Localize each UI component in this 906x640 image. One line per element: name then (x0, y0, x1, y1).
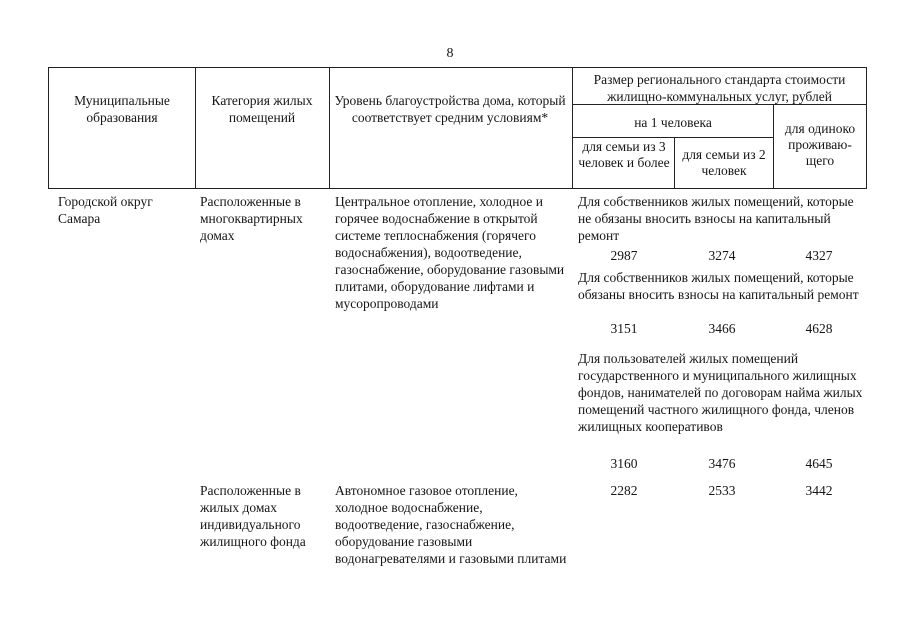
col-divider-1 (195, 67, 196, 189)
group4-family2-value: 2533 (708, 483, 736, 498)
group3-label: Для пользователей жилых помещений государственного и муниципального жилищных фондов, нанимателей по договорам найма жилых помещений частного жилищного фонда, членов жилищных кооперативов (578, 351, 863, 434)
municipality-name: Городской округ Самара (58, 194, 153, 226)
col-divider-5 (773, 104, 774, 189)
col-divider-4 (674, 137, 675, 189)
group3-single-value: 4645 (805, 456, 833, 471)
header-family-3: для семьи из 3 человек и более (578, 139, 670, 170)
category-individual-houses: Расположенные в жилых домах индивидуального жилищного фонда (200, 483, 306, 549)
group2-family2-value: 3466 (708, 321, 736, 336)
group3-family3-value: 3160 (610, 456, 638, 471)
header-single: для одиноко проживаю-щего (784, 121, 856, 168)
group1-label: Для собственников жилых помещений, которые не обязаны вносить взносы на капитальный ремонт (578, 194, 854, 243)
category-apartment-buildings: Расположенные в многоквартирных домах (200, 194, 303, 243)
amenities-apartment-buildings: Центральное отопление, холодное и горячее водоснабжение в открытой системе теплоснабжения (горячего водоснабжения), водоотведение, газоснабжение, оборудование газовыми плитами, оборудование лифтами и мусоропроводами (335, 194, 565, 311)
group3-family2-value: 3476 (708, 456, 736, 471)
group2-family3-value: 3151 (610, 321, 638, 336)
subheader-line-2 (572, 137, 773, 138)
table-left-border (48, 67, 49, 189)
header-amenities: Уровень благоустройства дома, который соответствует средним условиям* (334, 93, 566, 125)
header-per-person: на 1 человека (634, 115, 712, 130)
table-top-border (48, 67, 867, 68)
header-municipality: Муниципальные образования (74, 93, 170, 125)
table-right-border (866, 67, 867, 189)
group1-single-value: 4327 (805, 248, 833, 263)
page-number: 8 (446, 46, 454, 61)
header-family-2: для семьи из 2 человек (682, 147, 766, 178)
col-divider-2 (329, 67, 330, 189)
amenities-individual-houses: Автономное газовое отопление, холодное водоснабжение, водоотведение, газоснабжение, оборудование газовыми водонагревателями и газовыми плитами (335, 483, 567, 566)
col-divider-3 (572, 67, 573, 189)
table-header-bottom-border (48, 188, 867, 189)
group2-label: Для собственников жилых помещений, которые обязаны вносить взносы на капитальный ремонт (578, 270, 859, 302)
header-category: Категория жилых помещений (211, 93, 313, 125)
header-standard-size: Размер регионального стандарта стоимости жилищно-коммунальных услуг, рублей (593, 72, 846, 104)
group1-family2-value: 3274 (708, 248, 736, 263)
group2-single-value: 4628 (805, 321, 833, 336)
group4-single-value: 3442 (805, 483, 833, 498)
group1-family3-value: 2987 (610, 248, 638, 263)
group4-family3-value: 2282 (610, 483, 638, 498)
